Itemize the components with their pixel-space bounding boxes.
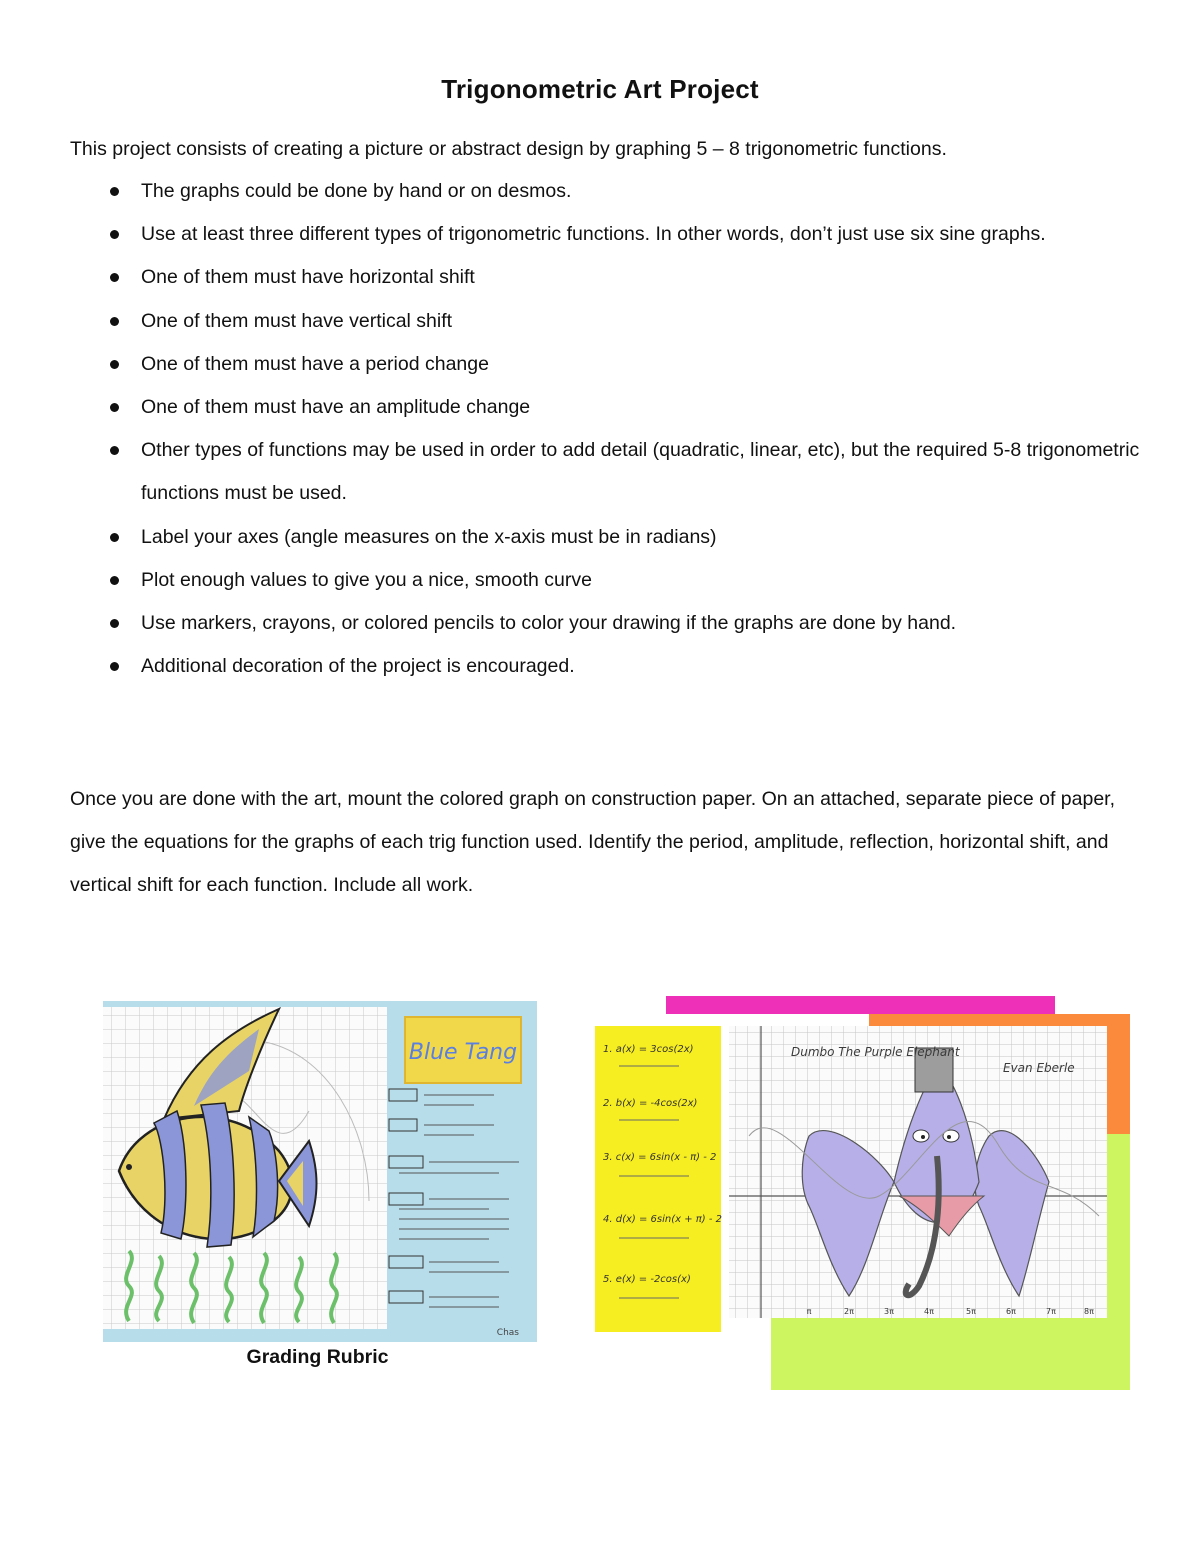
bullet-icon xyxy=(110,619,119,628)
fish-artwork-image xyxy=(69,1001,537,1342)
figure-caption: Grading Rubric xyxy=(246,1346,389,1368)
requirement-text: One of them must have an amplitude change xyxy=(141,396,531,419)
list-item xyxy=(70,429,1150,515)
bullet-icon xyxy=(110,446,119,455)
bullet-icon xyxy=(110,187,119,196)
bullet-icon xyxy=(110,403,119,412)
list-item xyxy=(70,386,1150,429)
elephant-signature: Evan Eberle xyxy=(1003,1061,1075,1075)
requirement-text: Additional decoration of the project is encouraged. xyxy=(141,655,575,678)
bullet-icon xyxy=(110,273,119,282)
fish-title-card-text: Blue Tang xyxy=(408,1040,518,1065)
fish-artwork-drawing xyxy=(69,1001,537,1342)
requirement-text: One of them must have vertical shift xyxy=(141,309,453,332)
bullet-icon xyxy=(110,533,119,542)
list-item xyxy=(70,300,1150,343)
elephant-artwork-drawing xyxy=(579,996,1130,1390)
list-item xyxy=(70,256,1150,299)
bullet-icon xyxy=(110,662,119,671)
x-tick-label: 8π xyxy=(1084,1307,1094,1316)
requirement-text: Other types of functions may be used in order to add detail (quadratic, linear, etc), but the required 5-8 trigonometric functions must be used. xyxy=(141,439,1140,505)
x-tick-label: π xyxy=(806,1307,812,1316)
fish-signature: Chas xyxy=(496,1328,519,1338)
closing-paragraph: Once you are done with the art, mount the colored graph on construction paper. On an attached, separate piece of paper, give the equations for the graphs of each trig function used. Identify the period, amplitude, reflection, horizontal shift, and vertical shift for each function. Include all work. xyxy=(70,788,1116,896)
page-title: Trigonometric Art Project xyxy=(441,74,759,104)
requirement-text: The graphs could be done by hand or on desmos. xyxy=(141,180,572,202)
bullet-icon xyxy=(110,576,119,585)
list-item xyxy=(70,343,1150,386)
x-tick-label: 3π xyxy=(884,1307,894,1316)
requirement-text: Plot enough values to give you a nice, smooth curve xyxy=(141,568,592,591)
x-tick-label: 5π xyxy=(966,1307,976,1316)
requirements-list xyxy=(70,170,1150,688)
requirement-text: Label your axes (angle measures on the x-axis must be in radians) xyxy=(141,525,717,548)
intro-paragraph: This project consists of creating a picture or abstract design by graphing 5 – 8 trigonometric functions. xyxy=(70,138,947,160)
x-tick-label: 6π xyxy=(1006,1307,1016,1316)
list-item xyxy=(70,213,1150,256)
requirement-text: One of them must have horizontal shift xyxy=(141,266,475,289)
equation-item: 5. e(x) = -2cos(x) xyxy=(603,1274,691,1285)
equation-item: 3. c(x) = 6sin(x - π) - 2 xyxy=(603,1152,717,1163)
equation-item: 4. d(x) = 6sin(x + π) - 2 xyxy=(603,1214,723,1225)
x-tick-label: 7π xyxy=(1046,1307,1056,1316)
elephant-title-text: Dumbo The Purple Elephant xyxy=(791,1045,960,1059)
requirement-text: Use markers, crayons, or colored pencils to color your drawing if the graphs are done by hand. xyxy=(141,612,957,635)
list-item xyxy=(70,170,1150,213)
list-item xyxy=(70,516,1150,559)
list-item xyxy=(70,559,1150,602)
bullet-icon xyxy=(110,317,119,326)
bullet-icon xyxy=(110,230,119,239)
bullet-icon xyxy=(110,360,119,369)
requirement-text: Use at least three different types of trigonometric functions. In other words, don’t just use six sine graphs. xyxy=(141,223,1046,246)
requirement-text: One of them must have a period change xyxy=(141,352,489,375)
elephant-artwork-image xyxy=(579,996,1130,1390)
equation-item: 2. b(x) = -4cos(2x) xyxy=(603,1098,698,1109)
x-tick-label: 2π xyxy=(844,1307,854,1316)
list-item xyxy=(70,602,1150,645)
x-tick-label: 4π xyxy=(924,1307,934,1316)
equation-item: 1. a(x) = 3cos(2x) xyxy=(603,1044,694,1055)
list-item xyxy=(70,645,1150,688)
